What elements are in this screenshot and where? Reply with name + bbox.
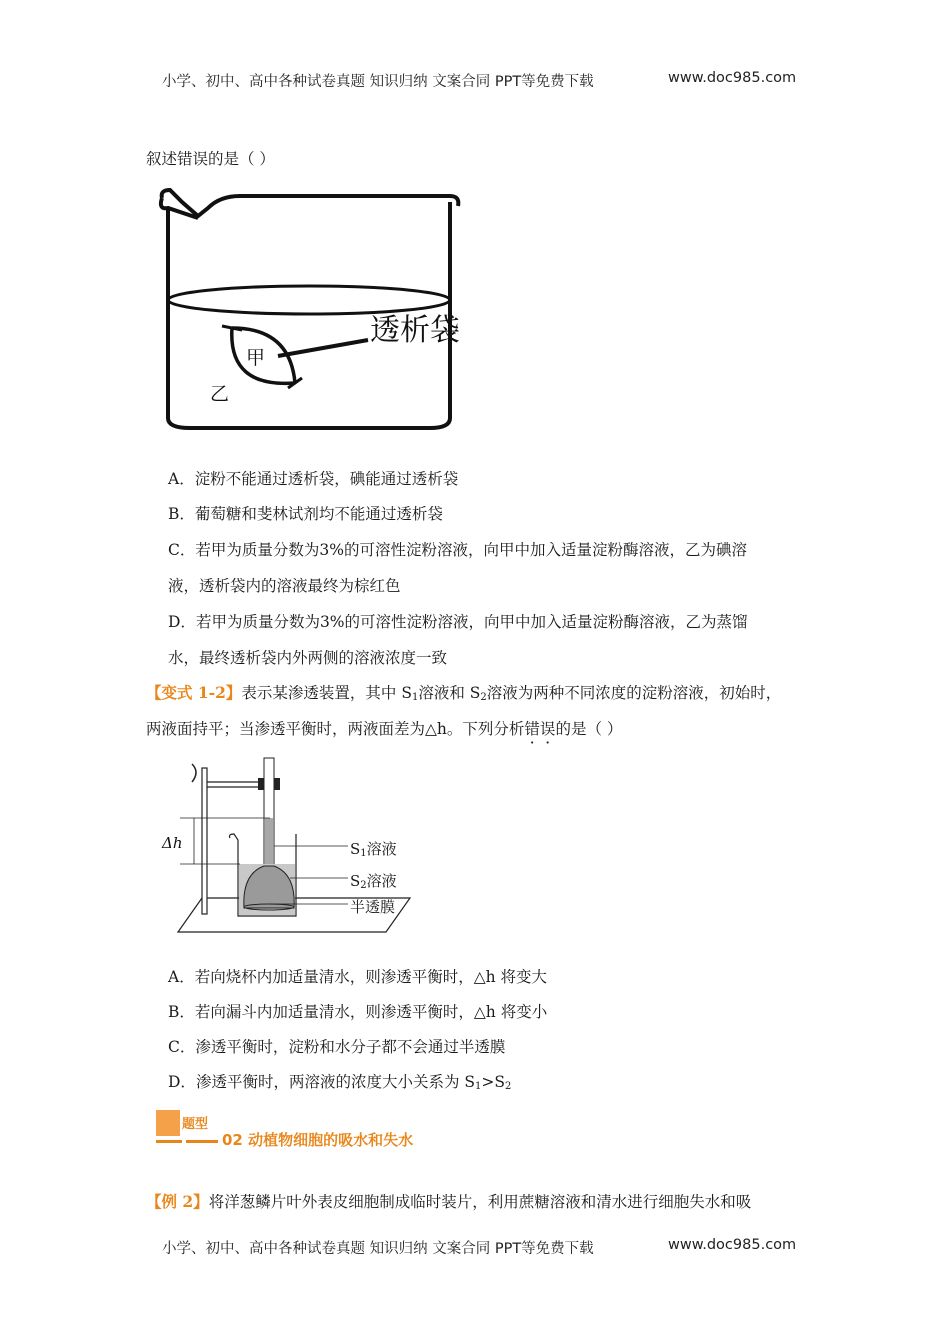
subscript: 1	[360, 848, 367, 859]
stem-text: 溶液和 S	[418, 684, 481, 702]
q1-stem-tail: 叙述错误的是（ ）	[146, 150, 275, 168]
q1-option-d-cont: 水，最终透析袋内外两侧的溶液浓度一致	[168, 649, 448, 667]
section-underline-left	[156, 1140, 182, 1143]
outside-label: 乙	[210, 383, 230, 405]
option-letter: D．	[168, 1073, 196, 1091]
option-text: 若甲为质量分数为3%的可溶性淀粉溶液，向甲中加入适量淀粉酶溶液，乙为蒸馏	[195, 613, 748, 631]
section-underline-right	[186, 1140, 218, 1143]
option-text: 若向漏斗内加适量清水，则渗透平衡时，△h 将变小	[194, 1003, 548, 1021]
subscript: 2	[360, 880, 367, 891]
q1-option-c-cont: 液，透析袋内的溶液最终为棕红色	[168, 577, 401, 595]
label-text: 溶液	[366, 872, 397, 890]
header-site-link[interactable]: www.doc985.com	[668, 70, 797, 86]
label-text: S	[350, 840, 361, 858]
option-text: 渗透平衡时，淀粉和水分子都不会通过半透膜	[195, 1038, 506, 1056]
subscript: 2	[504, 1081, 512, 1092]
q2-stem-line1	[146, 681, 781, 703]
option-text: 渗透平衡时，两溶液的浓度大小关系为 S	[195, 1073, 475, 1091]
emphasis-char: 错	[524, 720, 540, 738]
option-letter: A．	[168, 968, 195, 986]
option-letter: B．	[168, 1003, 195, 1021]
q1-option-a[interactable]	[168, 467, 458, 489]
option-letter: C．	[168, 1038, 196, 1056]
section-title: 02 动植物细胞的吸水和失水	[222, 1131, 414, 1149]
footer-slogan: 小学、初中、高中各种试卷真题 知识归纳 文案合同 PPT等免费下载	[162, 1241, 594, 1257]
header-slogan: 小学、初中、高中各种试卷真题 知识归纳 文案合同 PPT等免费下载	[162, 74, 594, 90]
stem-text: 两液面持平；当渗透平衡时，两液面差为△h。下列分析	[146, 720, 525, 738]
option-letter: B．	[168, 505, 195, 523]
q3-tag: 【例 2】	[146, 1192, 209, 1211]
stem-text: 表示某渗透装置，其中 S	[241, 684, 412, 702]
stem-text: 溶液为两种不同浓度的淀粉溶液，初始时，	[486, 684, 782, 702]
q1-option-d[interactable]	[168, 610, 748, 632]
option-text: >S	[481, 1073, 505, 1091]
option-text: 若甲为质量分数为3%的可溶性淀粉溶液，向甲中加入适量淀粉酶溶液，乙为碘溶	[195, 541, 747, 559]
membrane-label: 半透膜	[350, 898, 396, 916]
option-text: 若向烧杯内加适量清水，则渗透平衡时，△h 将变大	[194, 968, 548, 986]
option-letter: A．	[168, 470, 195, 488]
q2-tag: 【变式 1-2】	[146, 683, 242, 702]
option-letter: D．	[168, 613, 196, 631]
inside-label: 甲	[246, 347, 266, 369]
stem-text: 将洋葱鳞片叶外表皮细胞制成临时装片，利用蔗糖溶液和清水进行细胞失水和吸	[208, 1193, 752, 1211]
section-badge-label: 题型	[182, 1117, 209, 1132]
option-text: 淀粉不能通过透析袋，碘能通过透析袋	[194, 470, 459, 488]
q2-option-a[interactable]	[168, 965, 547, 987]
stem-text: 的是（ ）	[555, 720, 623, 738]
q2-stem-line2	[146, 717, 622, 739]
option-letter: C．	[168, 541, 196, 559]
q2-option-c[interactable]	[168, 1035, 505, 1057]
section-badge-block	[156, 1110, 180, 1136]
s2-solution-label	[350, 870, 397, 891]
dialysis-beaker-figure	[150, 178, 500, 438]
subscript: 1	[474, 1081, 482, 1092]
label-text: 溶液	[366, 840, 397, 858]
option-text: 葡萄糖和斐林试剂均不能通过透析袋	[194, 505, 443, 523]
bag-label: 透析袋	[370, 313, 460, 348]
subscript: 1	[411, 692, 419, 703]
footer-site-link[interactable]: www.doc985.com	[668, 1237, 797, 1253]
delta-h-label: Δh	[162, 834, 183, 852]
q3-stem	[146, 1190, 751, 1212]
q1-option-b[interactable]	[168, 502, 443, 524]
q2-option-b[interactable]	[168, 1000, 547, 1022]
s1-solution-label	[350, 838, 397, 859]
subscript: 2	[480, 692, 487, 703]
q1-option-c[interactable]	[168, 538, 747, 560]
q2-option-d[interactable]	[168, 1070, 511, 1092]
emphasis-char: 误	[539, 720, 556, 738]
label-text: S	[350, 872, 361, 890]
